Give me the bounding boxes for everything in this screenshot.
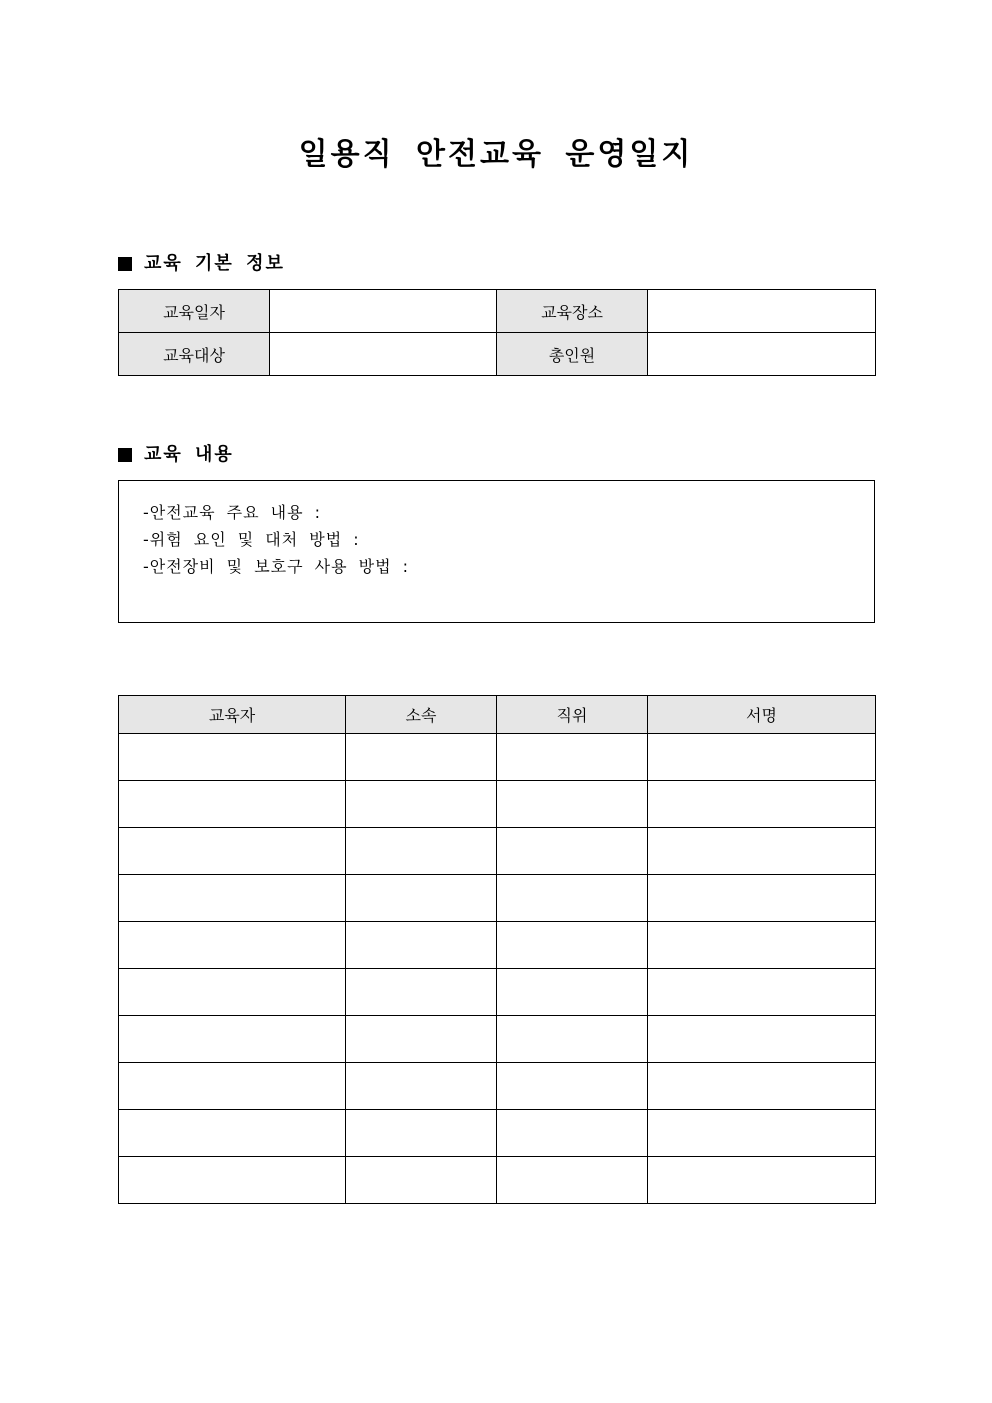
square-bullet-icon [118, 257, 132, 271]
headcount-label: 총인원 [497, 333, 648, 376]
date-label: 교육일자 [119, 290, 270, 333]
educator-cell[interactable] [119, 1063, 346, 1110]
affiliation-cell[interactable] [346, 1110, 497, 1157]
position-cell[interactable] [497, 1063, 648, 1110]
educator-cell[interactable] [119, 734, 346, 781]
page-title: 일용직 안전교육 운영일지 [298, 137, 694, 172]
basic-info-table [118, 289, 876, 376]
educator-cell[interactable] [119, 969, 346, 1016]
position-cell[interactable] [497, 875, 648, 922]
position-cell[interactable] [497, 922, 648, 969]
educator-cell[interactable] [119, 1110, 346, 1157]
section-heading-content [118, 442, 234, 468]
table-row [119, 1157, 876, 1204]
signature-cell[interactable] [648, 875, 876, 922]
square-bullet-icon [118, 448, 132, 462]
place-field[interactable] [648, 290, 876, 333]
position-cell[interactable] [497, 1157, 648, 1204]
section-heading-label: 교육 기본 정보 [144, 253, 285, 274]
table-row [119, 1110, 876, 1157]
position-cell[interactable] [497, 734, 648, 781]
affiliation-cell[interactable] [346, 969, 497, 1016]
affiliation-cell[interactable] [346, 1063, 497, 1110]
position-cell[interactable] [497, 969, 648, 1016]
table-row [119, 781, 876, 828]
educator-cell[interactable] [119, 875, 346, 922]
educator-cell[interactable] [119, 781, 346, 828]
column-header-position: 직위 [497, 696, 648, 734]
position-cell[interactable] [497, 1016, 648, 1063]
attendance-sign-table [118, 695, 876, 1204]
position-cell[interactable] [497, 781, 648, 828]
position-cell[interactable] [497, 828, 648, 875]
content-line-equipment: -안전장비 및 보호구 사용 방법 : [143, 557, 410, 576]
column-header-signature: 서명 [648, 696, 876, 734]
table-row [119, 875, 876, 922]
affiliation-cell[interactable] [346, 781, 497, 828]
date-field[interactable] [270, 290, 497, 333]
target-label: 교육대상 [119, 333, 270, 376]
educator-cell[interactable] [119, 1016, 346, 1063]
educator-cell[interactable] [119, 922, 346, 969]
educator-cell[interactable] [119, 828, 346, 875]
affiliation-cell[interactable] [346, 875, 497, 922]
table-row [119, 828, 876, 875]
signature-cell[interactable] [648, 1110, 876, 1157]
table-row [119, 922, 876, 969]
affiliation-cell[interactable] [346, 922, 497, 969]
educator-cell[interactable] [119, 1157, 346, 1204]
affiliation-cell[interactable] [346, 1157, 497, 1204]
signature-cell[interactable] [648, 828, 876, 875]
table-row [119, 1016, 876, 1063]
content-line-main-topics: -안전교육 주요 내용 : [143, 503, 322, 522]
signature-cell[interactable] [648, 1063, 876, 1110]
table-row [119, 734, 876, 781]
signature-cell[interactable] [648, 781, 876, 828]
signature-cell[interactable] [648, 969, 876, 1016]
education-content-box[interactable] [118, 480, 875, 623]
section-heading-label: 교육 내용 [144, 444, 234, 465]
target-field[interactable] [270, 333, 497, 376]
signature-cell[interactable] [648, 1157, 876, 1204]
signature-cell[interactable] [648, 1016, 876, 1063]
table-row [119, 290, 876, 333]
table-header-row [119, 696, 876, 734]
table-row [119, 969, 876, 1016]
content-line-hazards: -위험 요인 및 대처 방법 : [143, 530, 360, 549]
signature-cell[interactable] [648, 922, 876, 969]
column-header-affiliation: 소속 [346, 696, 497, 734]
affiliation-cell[interactable] [346, 734, 497, 781]
table-row [119, 1063, 876, 1110]
section-heading-basic-info [118, 251, 285, 277]
affiliation-cell[interactable] [346, 828, 497, 875]
place-label: 교육장소 [497, 290, 648, 333]
affiliation-cell[interactable] [346, 1016, 497, 1063]
table-row [119, 333, 876, 376]
signature-cell[interactable] [648, 734, 876, 781]
position-cell[interactable] [497, 1110, 648, 1157]
column-header-educator: 교육자 [119, 696, 346, 734]
headcount-field[interactable] [648, 333, 876, 376]
